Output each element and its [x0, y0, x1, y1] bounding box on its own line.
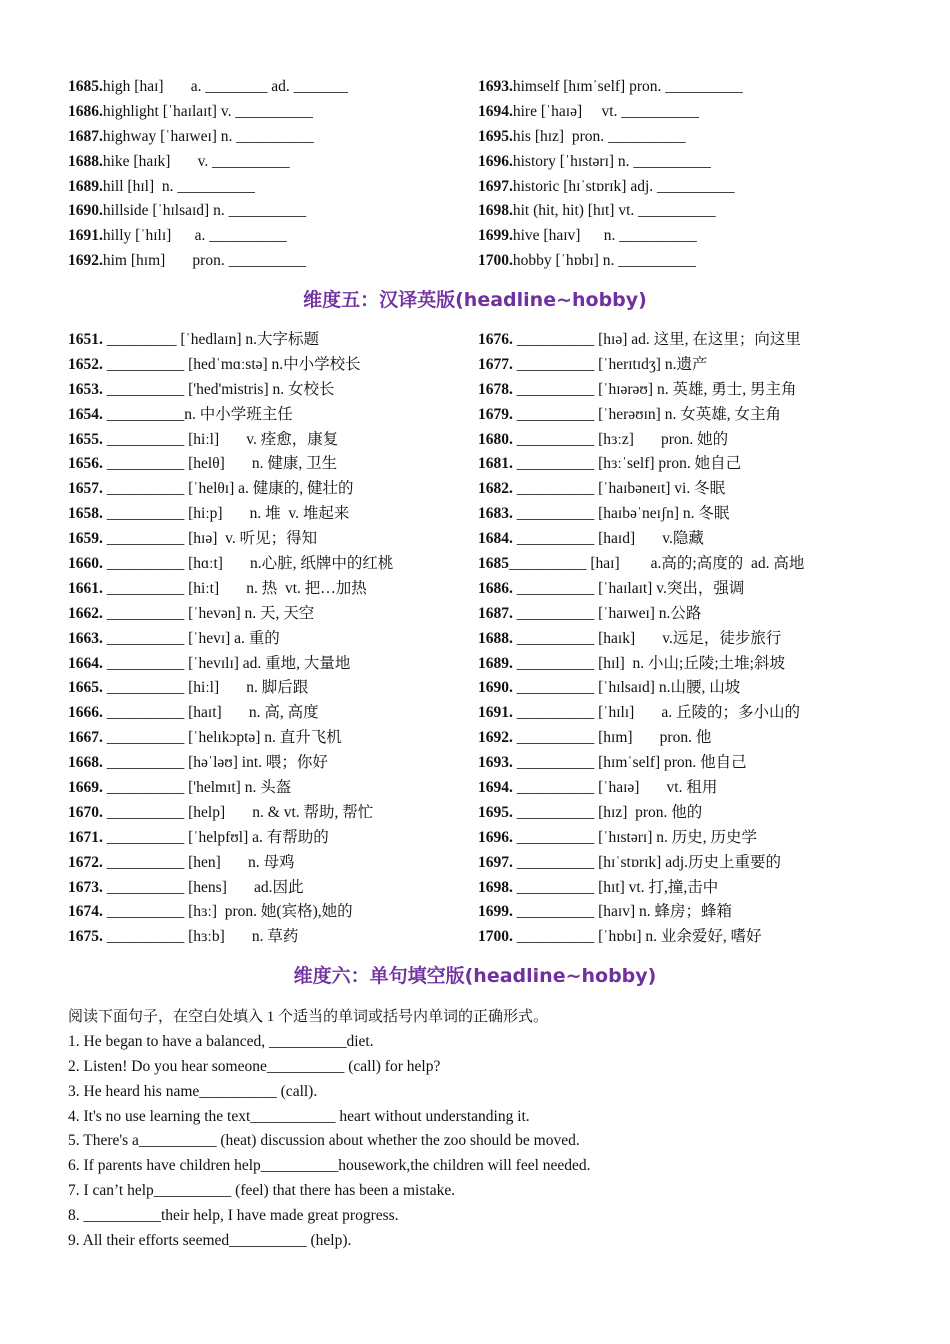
- word-entry: 1693.himself [hɪmˈself] pron. __________: [478, 78, 743, 95]
- word-entry: 1690. __________ [ˈhɪlsaɪd] n.山腰, 山坡: [478, 679, 741, 697]
- word-entry: 1658. __________ [hiːp] n. 堆 v. 堆起来: [68, 505, 350, 523]
- word-entry: 1667. __________ [ˈhelɪkɔptə] n. 直升飞机: [68, 729, 342, 747]
- section4-right-column: [478, 75, 888, 274]
- sentence-item: 9. All their efforts seemed__________ (help).: [68, 1232, 352, 1250]
- section6-title: 维度六：单句填空版(headline~hobby): [293, 965, 657, 987]
- sentence-item: 2. Listen! Do you hear someone__________ (call) for help?: [68, 1057, 441, 1075]
- word-entry: 1698. __________ [hɪt] vt. 打,撞,击中: [478, 878, 719, 896]
- word-entry: 1660. __________ [hɑːt] n.心脏, 纸牌中的红桃: [68, 555, 394, 573]
- word-entry: 1678. __________ [ˈhɪərəʊ] n. 英雄, 勇士, 男主角: [478, 380, 797, 398]
- word-entry: 1668. __________ [həˈləʊ] int. 喂；你好: [68, 754, 328, 772]
- word-entry: 1663. __________ [ˈhevɪ] a. 重的: [68, 629, 280, 647]
- word-entry: 1665. __________ [hiːl] n. 脚后跟: [68, 679, 309, 697]
- word-entry: 1673. __________ [hens] ad.因此: [68, 878, 304, 896]
- word-entry: 1687.highway [ˈhaɪweɪ] n. __________: [68, 127, 314, 145]
- word-entry: 1662. __________ [ˈhevən] n. 天, 天空: [68, 604, 315, 622]
- word-entry: 1691.hilly [ˈhɪlɪ] a. __________: [68, 227, 287, 245]
- word-entry: 1684. __________ [haɪd] v.隐藏: [478, 530, 704, 548]
- word-entry: 1692.him [hɪm] pron. __________: [68, 252, 307, 270]
- word-entry: 1670. __________ [help] n. & vt. 帮助, 帮忙: [68, 803, 374, 821]
- word-entry: 1675. __________ [hɜːb] n. 草药: [68, 928, 299, 946]
- word-entry: 1659. __________ [hɪə] v. 听见；得知: [68, 530, 318, 548]
- sentence-item: 6. If parents have children help__________housework,the children will feel needed.: [68, 1157, 591, 1175]
- word-entry: 1657. __________ [ˈhelθɪ] a. 健康的, 健壮的: [68, 480, 354, 498]
- word-entry: 1693. __________ [hɪmˈself] pron. 他自己: [478, 754, 747, 772]
- word-entry: 1690.hillside [ˈhɪlsaɪd] n. __________: [68, 202, 307, 220]
- word-entry: 1652. __________ [hedˈmɑːstə] n.中小学校长: [68, 355, 361, 373]
- word-entry: 1685.high [haɪ] a. ________ ad. _______: [68, 78, 348, 95]
- word-entry: 1672. __________ [hen] n. 母鸡: [68, 853, 295, 871]
- word-entry: 1696. __________ [ˈhɪstərɪ] n. 历史, 历史学: [478, 828, 757, 846]
- word-entry: 1691. __________ [ˈhɪlɪ] a. 丘陵的；多小山的: [478, 704, 801, 722]
- section4-columns: [68, 75, 888, 274]
- word-entry: 1653. __________ ['hed'mistris] n. 女校长: [68, 380, 335, 398]
- word-entry: 1700.hobby [ˈhɒbɪ] n. __________: [478, 252, 696, 270]
- section5-left-column: [68, 328, 478, 950]
- word-entry: 1669. __________ ['helmɪt] n. 头盔: [68, 779, 292, 797]
- word-entry: 1664. __________ [ˈhevɪlɪ] ad. 重地, 大量地: [68, 654, 351, 672]
- word-entry: 1692. __________ [hɪm] pron. 他: [478, 729, 712, 747]
- word-entry: 1687. __________ [ˈhaɪweɪ] n.公路: [478, 604, 702, 622]
- word-entry: 1689. __________ [hɪl] n. 小山;丘陵;土堆;斜坡: [478, 654, 785, 672]
- word-entry: 1694.hire [ˈhaɪə] vt. __________: [478, 102, 699, 120]
- sentence-item: 8. __________their help, I have made great progress.: [68, 1207, 399, 1225]
- word-entry: 1694. __________ [ˈhaɪə] vt. 租用: [478, 779, 718, 797]
- word-entry: 1681. __________ [hɜːˈself] pron. 她自己: [478, 455, 742, 473]
- sentence-item: 7. I can’t help__________ (feel) that there has been a mistake.: [68, 1182, 456, 1200]
- word-entry: 1697.historic [hɪˈstɒrɪk] adj. __________: [478, 177, 735, 195]
- section5-right-column: [478, 328, 888, 950]
- sentence-item: 5. There's a__________ (heat) discussion about whether the zoo should be moved.: [68, 1132, 580, 1150]
- word-entry: 1676. __________ [hɪə] ad. 这里, 在这里；向这里: [478, 331, 801, 348]
- word-entry: 1654. __________n. 中小学班主任: [68, 405, 293, 423]
- word-entry: 1688.hike [haɪk] v. __________: [68, 152, 290, 170]
- word-entry: 1661. __________ [hiːt] n. 热 vt. 把…加热: [68, 579, 367, 597]
- word-entry: 1655. __________ [hiːl] v. 痊愈，康复: [68, 430, 339, 448]
- section5-title: 维度五：汉译英版(headline~hobby): [303, 289, 647, 311]
- word-entry: 1688. __________ [haɪk] v.远足，徒步旅行: [478, 629, 782, 647]
- word-entry: 1677. __________ [ˈherɪtɪdʒ] n.遗产: [478, 355, 708, 373]
- word-entry: 1679. __________ [ˈherəʊɪn] n. 女英雄, 女主角: [478, 405, 781, 423]
- word-entry: 1699.hive [haɪv] n. __________: [478, 227, 697, 245]
- word-entry: 1682. __________ [ˈhaɪbəneɪt] vi. 冬眠: [478, 480, 726, 498]
- word-entry: 1686. __________ [ˈhaɪlaɪt] v.突出，强调: [478, 579, 745, 597]
- word-entry: 1695.his [hɪz] pron. __________: [478, 127, 686, 145]
- word-entry: 1697. __________ [hɪˈstɒrɪk] adj.历史上重要的: [478, 853, 782, 871]
- word-entry: 1696.history [ˈhɪstərɪ] n. __________: [478, 152, 711, 170]
- word-entry: 1686.highlight [ˈhaɪlaɪt] v. __________: [68, 102, 313, 120]
- word-entry: 1695. __________ [hɪz] pron. 他的: [478, 803, 703, 821]
- word-entry: 1674. __________ [hɜː] pron. 她(宾格),她的: [68, 903, 353, 921]
- word-entry: 1689.hill [hɪl] n. __________: [68, 177, 255, 195]
- word-entry: 1671. __________ [ˈhelpfʊl] a. 有帮助的: [68, 828, 329, 846]
- section6-sentences: [68, 1005, 888, 1254]
- word-entry: 1680. __________ [hɜːz] pron. 她的: [478, 430, 729, 448]
- word-entry: 1700. __________ [ˈhɒbɪ] n. 业余爱好, 嗜好: [478, 928, 762, 946]
- word-entry: 1651. _________ [ˈhedlaɪn] n.大字标题: [68, 331, 319, 348]
- word-entry: 1683. __________ [haɪbəˈneɪʃn] n. 冬眠: [478, 505, 730, 523]
- sentence-item: 3. He heard his name__________ (call).: [68, 1082, 318, 1100]
- word-entry: 1699. __________ [haɪv] n. 蜂房；蜂箱: [478, 903, 733, 921]
- sentence-item: 1. He began to have a balanced, __________diet.: [68, 1032, 374, 1050]
- word-entry: 1666. __________ [haɪt] n. 高, 高度: [68, 704, 319, 722]
- section4-left-column: [68, 75, 478, 274]
- word-entry: 1685__________ [haɪ] a.高的;高度的 ad. 高地: [478, 555, 805, 573]
- word-entry: 1698.hit (hit, hit) [hɪt] vt. __________: [478, 202, 716, 220]
- sentence-item: 4. It's no use learning the text___________ heart without understanding it.: [68, 1107, 530, 1125]
- instruction-text: 阅读下面句子，在空白处填入 1 个适当的单词或括号内单词的正确形式。: [68, 1009, 549, 1025]
- word-entry: 1656. __________ [helθ] n. 健康, 卫生: [68, 455, 338, 473]
- section5-columns: [68, 328, 888, 950]
